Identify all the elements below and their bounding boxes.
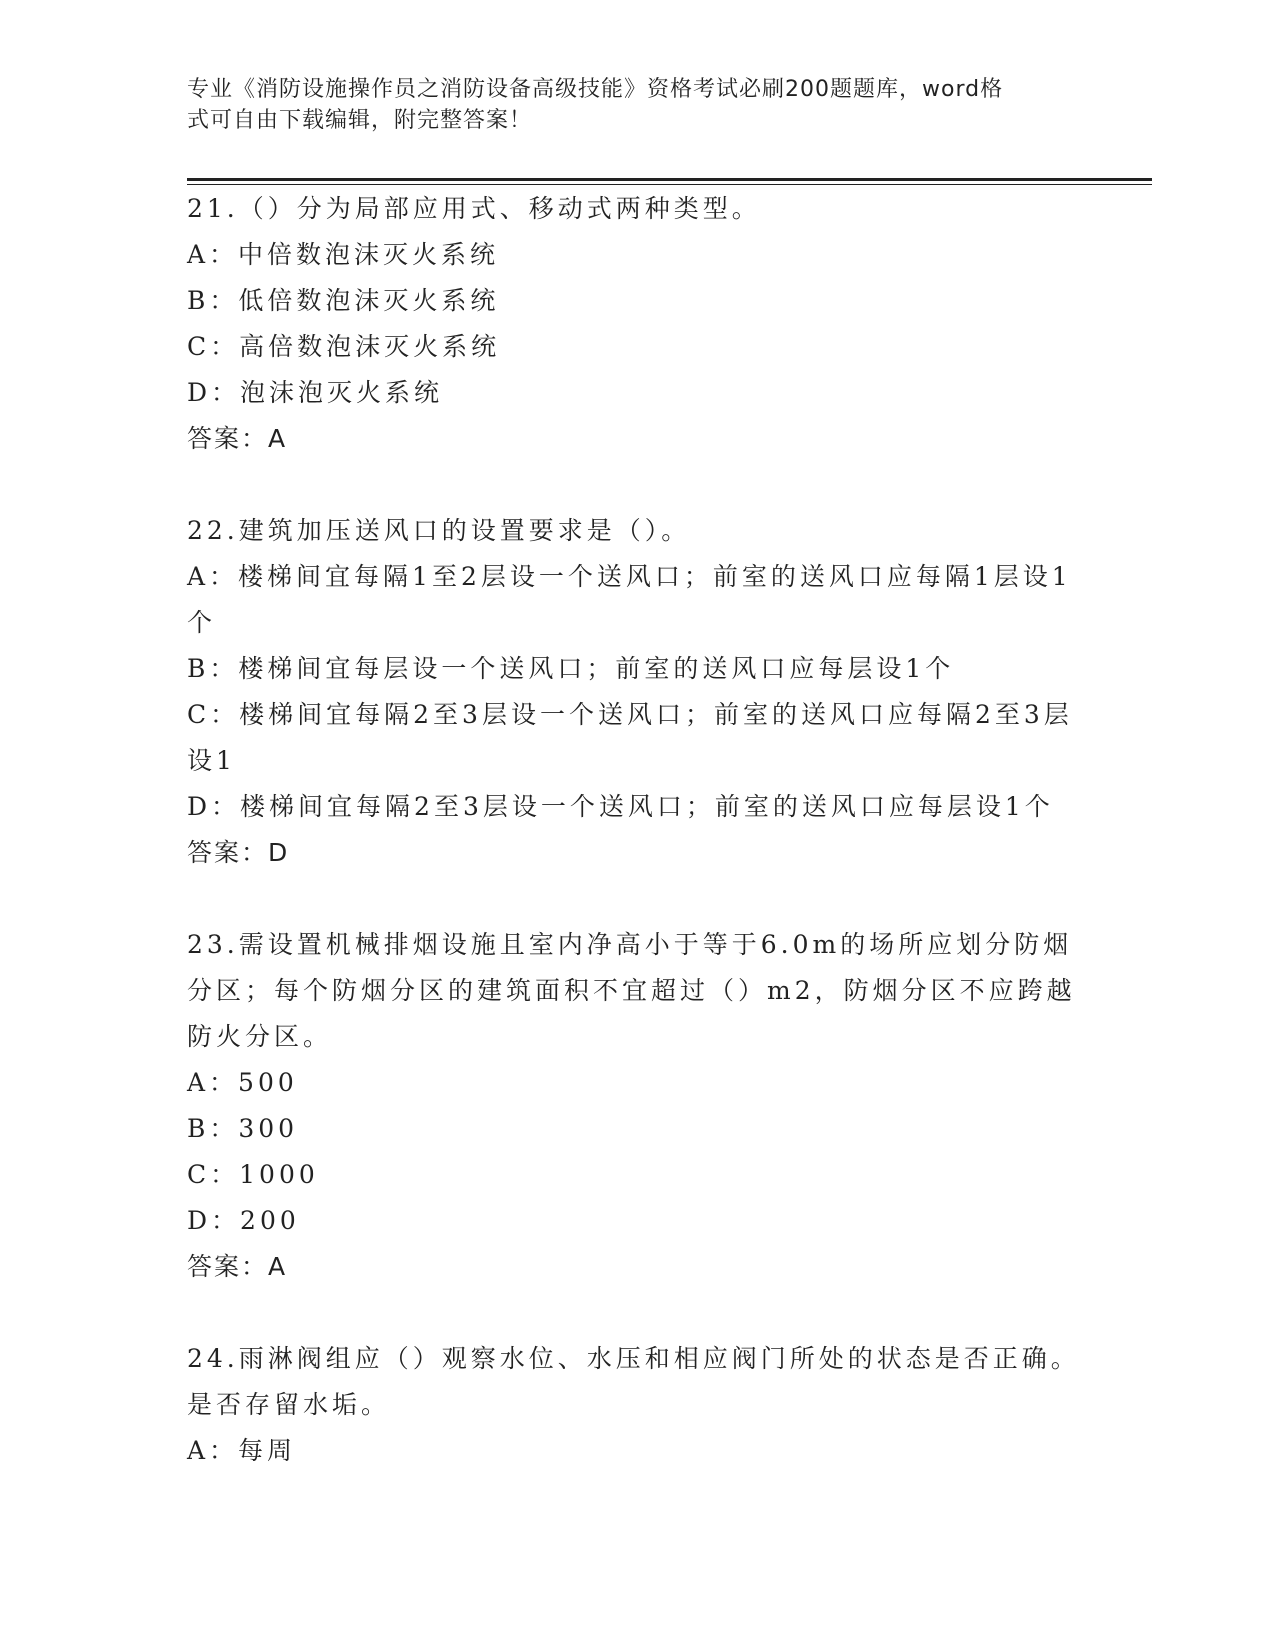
document-header <box>187 74 1067 136</box>
question-24 <box>187 1336 1087 1474</box>
option-a: A：每周 <box>187 1436 297 1465</box>
option-b: B：楼梯间宜每层设一个送风口；前室的送风口应每层设1个 <box>187 654 955 683</box>
header-line-1: 专业《消防设施操作员之消防设备高级技能》资格考试必刷200题题库，word格 <box>187 77 1004 102</box>
question-stem: 23.需设置机械排烟设施且室内净高小于等于6.0m的场所应划分防烟分区；每个防烟分区的建筑面积不宜超过（）m2，防烟分区不应跨越防火分区。 <box>187 930 1076 1051</box>
option-a: A：500 <box>187 1068 298 1097</box>
question-22 <box>187 508 1087 876</box>
answer: 答案：A <box>187 1252 288 1281</box>
option-b: B：低倍数泡沫灭火系统 <box>187 286 500 315</box>
question-stem: 24.雨淋阀组应（）观察水位、水压和相应阀门所处的状态是否正确。是否存留水垢。 <box>187 1344 1080 1419</box>
question-stem: 22.建筑加压送风口的设置要求是（）。 <box>187 516 691 545</box>
question-21 <box>187 186 1087 462</box>
question-list <box>187 186 1087 1474</box>
option-d: D：200 <box>187 1206 300 1235</box>
option-c: C：高倍数泡沫灭火系统 <box>187 332 501 361</box>
header-divider-thin <box>187 184 1152 185</box>
answer: 答案：D <box>187 838 290 867</box>
question-spacer <box>187 876 1087 922</box>
header-line-2: 式可自由下载编辑，附完整答案！ <box>187 108 533 133</box>
option-d: D：泡沫泡灭火系统 <box>187 378 444 407</box>
option-a: A：中倍数泡沫灭火系统 <box>187 240 500 269</box>
option-c: C：楼梯间宜每隔2至3层设一个送风口；前室的送风口应每隔2至3层设1 <box>187 700 1073 775</box>
option-c: C：1000 <box>187 1160 319 1189</box>
question-23 <box>187 922 1087 1290</box>
option-a: A：楼梯间宜每隔1至2层设一个送风口；前室的送风口应每隔1层设1个 <box>187 562 1072 637</box>
question-spacer <box>187 1290 1087 1336</box>
header-divider-thick <box>187 178 1152 181</box>
option-b: B：300 <box>187 1114 299 1143</box>
question-stem: 21.（）分为局部应用式、移动式两种类型。 <box>187 194 761 223</box>
question-spacer <box>187 462 1087 508</box>
option-d: D：楼梯间宜每隔2至3层设一个送风口；前室的送风口应每层设1个 <box>187 792 1054 821</box>
answer: 答案：A <box>187 424 288 453</box>
